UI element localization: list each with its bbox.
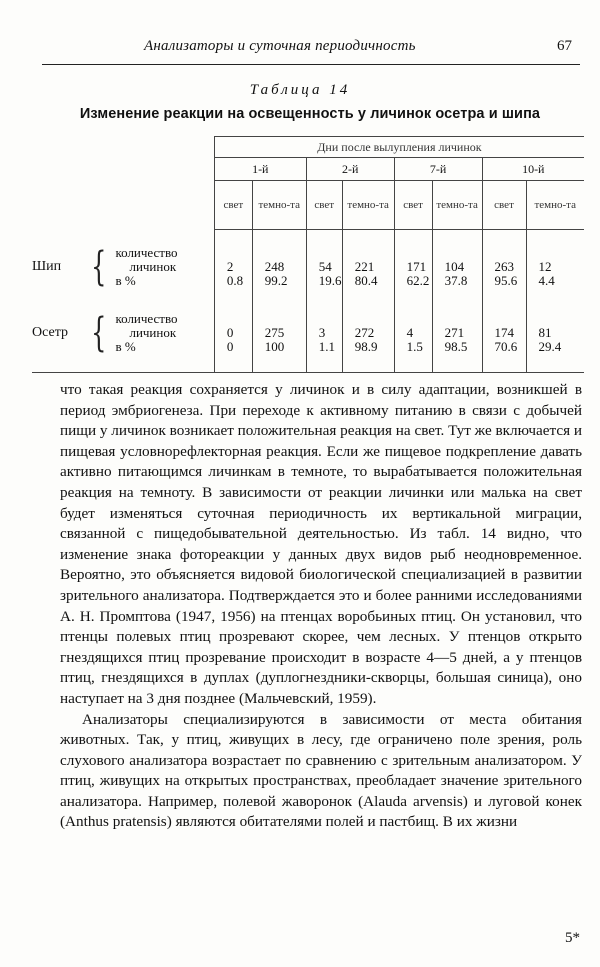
percent-value: 4.4 (538, 273, 555, 288)
sub-header-dark: темно-та (342, 181, 394, 230)
value-cell (432, 312, 482, 373)
sub-header-dark: темно-та (252, 181, 306, 230)
running-title: Анализаторы и суточная периодичность (144, 38, 416, 54)
count-value: 81 (538, 324, 552, 340)
value-cell (306, 312, 342, 373)
value-cell (252, 312, 306, 373)
table-row (32, 230, 584, 312)
percent-value: 19.6 (318, 273, 342, 288)
table-stub-header (32, 137, 214, 230)
count-value: 2 (226, 259, 234, 274)
percent-value: 80.4 (354, 273, 378, 288)
sub-header-light: свет (482, 181, 526, 230)
row-stub (32, 230, 214, 312)
count-value: 174 (494, 324, 515, 340)
count-value: 275 (264, 324, 285, 340)
value-cell (526, 230, 584, 312)
paragraph: Анализаторы специализируются в зависимости от места обитания животных. Так, у птиц, живущих в лесу, где ограничено поле зрения, роль слухового анализатора возрастает по сравнению с зрительным анализатором. У птиц, живущих на открытых пространствах, преобладает значение зрительного анализатора. Например, полевой жаворонок (Alauda arvensis) и луговой конек (Anthus pratensis) являются обитателями полей и пастбищ. В их жизни (60, 710, 582, 831)
species-name: Осетр (32, 324, 68, 340)
count-value: 171 (406, 259, 427, 274)
header-rule (42, 64, 580, 65)
body-text (60, 380, 582, 833)
count-value: 54 (318, 259, 332, 274)
value-cell (482, 312, 526, 373)
row-label: количество (115, 244, 178, 260)
signature-mark: 5* (565, 930, 580, 946)
day-header: 7-й (394, 158, 482, 181)
value-cell (394, 230, 432, 312)
table-label: Таблица 14 (249, 82, 351, 98)
percent-value: 100 (264, 338, 285, 354)
percent-value: 99.2 (264, 273, 288, 288)
data-table (32, 136, 584, 373)
count-value: 3 (318, 324, 326, 340)
percent-value: 0 (226, 338, 234, 354)
value-cell (432, 230, 482, 312)
count-value: 263 (494, 259, 515, 274)
row-label: в % (115, 272, 136, 288)
value-cell (342, 230, 394, 312)
species-name: Шип (32, 258, 62, 274)
count-value: 272 (354, 324, 375, 340)
group-header: Дни после вылупления личинок (214, 137, 584, 158)
value-cell (342, 312, 394, 373)
percent-value: 95.6 (494, 273, 518, 288)
count-value: 12 (538, 259, 552, 274)
count-value: 221 (354, 259, 375, 274)
value-cell (526, 312, 584, 373)
table-row (32, 312, 584, 373)
value-cell (394, 312, 432, 373)
row-label: личинок (129, 324, 177, 340)
count-value: 271 (444, 324, 465, 340)
row-label: количество (115, 310, 178, 326)
page-header (52, 38, 580, 60)
row-label: личинок (129, 258, 177, 274)
value-cell (214, 312, 252, 373)
table-caption: Изменение реакции на освещенность у личинок осетра и шипа (79, 106, 541, 122)
value-cell (252, 230, 306, 312)
percent-value: 62.2 (406, 273, 430, 288)
day-header: 1-й (214, 158, 306, 181)
count-value: 248 (264, 259, 285, 274)
percent-value: 1.5 (406, 338, 423, 354)
percent-value: 0.8 (226, 273, 244, 288)
day-header: 10-й (482, 158, 584, 181)
value-cell (482, 230, 526, 312)
brace-glyph: { (91, 243, 107, 290)
value-cell (214, 230, 252, 312)
count-value: 104 (444, 259, 465, 274)
percent-value: 98.9 (354, 338, 378, 354)
row-label: в % (115, 338, 136, 354)
value-cell (306, 230, 342, 312)
percent-value: 37.8 (444, 273, 468, 288)
sub-header-dark: темно-та (526, 181, 584, 230)
percent-value: 98.5 (444, 338, 468, 354)
sub-header-light: свет (306, 181, 342, 230)
percent-value: 29.4 (538, 338, 562, 354)
paragraph: что такая реакция сохраняется у личинок и в силу адаптации, возникшей в период эмбриогенеза. При переходе к активному питанию в связи с добычей пищи у личинок возникает положительная реакция на свет. Тут же включается и пищевая условнорефлекторная реакция. Если же пищевое подкрепление давать активно питающимся личинкам в темноте, то вырабатывается положительная реакция на темноту. В зависимости от реакции личинки или малька на свет будет изменяться суточная периодичность их вертикальной миграции, связанной с пищедобывательной деятельностью. Из табл. 14 видно, что изменение знака фотореакции у данных двух видов рыб неодновременное. Вероятно, это объясняется видовой биологической специализацией в развитии зрительного анализатора. Подтверждается это и более ранними исследованиями А. Н. Промптова (1947, 1956) на птенцах воробьиных птиц. Он установил, что птенцы полевых птиц прозревают скорее, чем лесных. У птенцов открыто гнездящихся птиц прозревание происходит в возрасте 4—5 дней, а у птенцов птиц, гнездящихся в дуплах (дуплогнездники-скворцы, большая синица), оно наступает на 3 дня позднее (Мальчевский, 1959). (60, 381, 582, 707)
percent-value: 70.6 (494, 338, 518, 354)
data-table-container (32, 136, 584, 366)
page-number: 67 (557, 38, 572, 54)
row-stub (32, 309, 214, 373)
sub-header-light: свет (394, 181, 432, 230)
count-value: 0 (226, 324, 234, 340)
day-header: 2-й (306, 158, 394, 181)
percent-value: 1.1 (318, 338, 335, 354)
count-value: 4 (406, 324, 414, 340)
brace-glyph: { (91, 309, 107, 356)
sub-header-light: свет (214, 181, 252, 230)
sub-header-dark: темно-та (432, 181, 482, 230)
